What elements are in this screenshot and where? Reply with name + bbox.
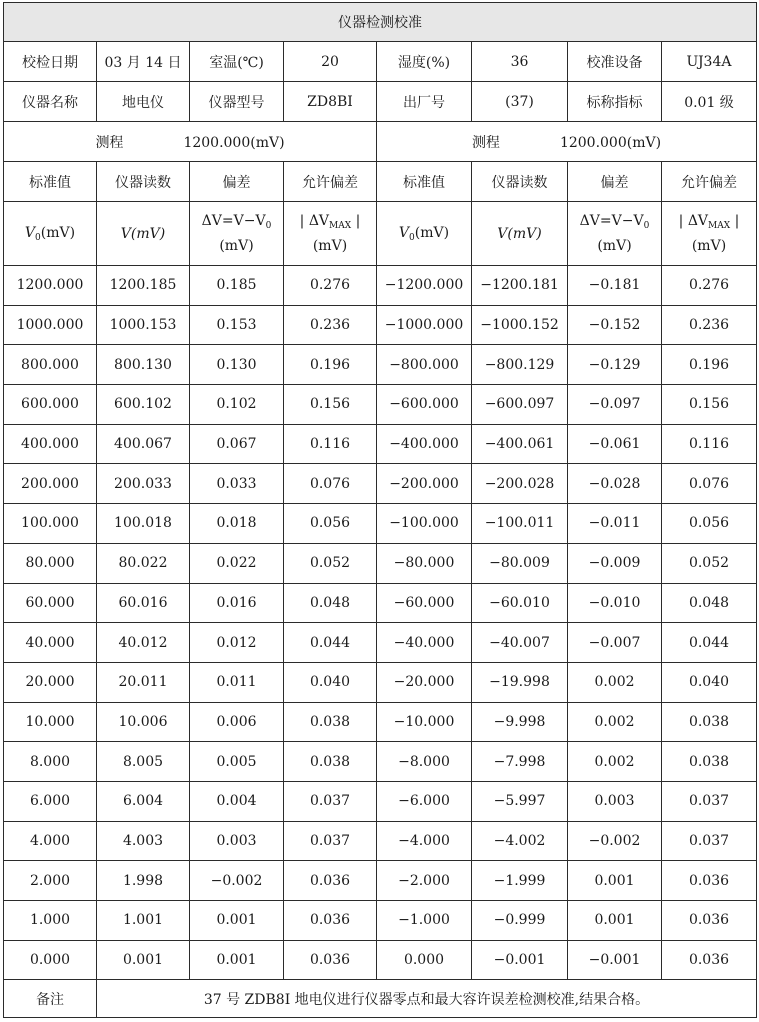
- cell-standard: 100.000: [4, 504, 97, 544]
- cell-deviation-neg: −0.009: [568, 543, 662, 583]
- cell-allowed-neg: 0.116: [662, 424, 757, 464]
- cell-standard-neg: −2.000: [377, 861, 472, 901]
- cell-allowed: 0.048: [284, 583, 377, 623]
- remark-label: 备注: [4, 980, 97, 1018]
- table-row: [4, 464, 757, 504]
- cell-reading-neg: −60.010: [472, 583, 568, 623]
- table-row: [4, 662, 757, 702]
- cell-deviation: −0.002: [190, 861, 284, 901]
- cell-reading: 1000.153: [97, 305, 190, 345]
- cell-deviation: 0.102: [190, 385, 284, 425]
- cell-allowed: 0.036: [284, 861, 377, 901]
- cell-allowed-neg: 0.044: [662, 623, 757, 663]
- table-row: [4, 702, 757, 742]
- cell-deviation-neg: −0.001: [568, 940, 662, 980]
- cell-allowed: 0.076: [284, 464, 377, 504]
- col-header-standard-neg: 标准值: [377, 162, 472, 202]
- cell-reading: 600.102: [97, 385, 190, 425]
- cell-deviation: 0.185: [190, 266, 284, 306]
- value-calibration-date: 03 月 14 日: [97, 42, 190, 82]
- cell-deviation: 0.004: [190, 781, 284, 821]
- label-serial-number: 出厂号: [377, 82, 472, 122]
- table-row: [4, 305, 757, 345]
- cell-standard-neg: −600.000: [377, 385, 472, 425]
- symbol-standard: $V_0(mV)$: [4, 202, 97, 266]
- col-header-standard: 标准值: [4, 162, 97, 202]
- table-title: 仪器检测校准: [4, 3, 757, 42]
- value-calibration-device: UJ34A: [662, 42, 757, 82]
- cell-reading: 80.022: [97, 543, 190, 583]
- cell-standard-neg: 0.000: [377, 940, 472, 980]
- cell-standard-neg: −200.000: [377, 464, 472, 504]
- range-row: [4, 122, 757, 162]
- cell-allowed: 0.040: [284, 662, 377, 702]
- range-right-value: 1200.000(mV): [559, 134, 662, 151]
- cell-standard-neg: −8.000: [377, 742, 472, 782]
- table-row: [4, 742, 757, 782]
- cell-allowed: 0.276: [284, 266, 377, 306]
- cell-deviation-neg: −0.010: [568, 583, 662, 623]
- label-room-temp: 室温(℃): [190, 42, 284, 82]
- value-room-temp: 20: [284, 42, 377, 82]
- cell-deviation: 0.033: [190, 464, 284, 504]
- cell-reading: 1.001: [97, 901, 190, 941]
- table-row: [4, 901, 757, 941]
- cell-deviation: 0.016: [190, 583, 284, 623]
- range-right-label: 测程: [471, 134, 500, 151]
- cell-deviation: 0.005: [190, 742, 284, 782]
- cell-standard: 0.000: [4, 940, 97, 980]
- table-row: [4, 543, 757, 583]
- cell-reading: 1.998: [97, 861, 190, 901]
- cell-reading-neg: −1200.181: [472, 266, 568, 306]
- cell-deviation-neg: −0.002: [568, 821, 662, 861]
- cell-allowed-neg: 0.036: [662, 901, 757, 941]
- cell-standard-neg: −10.000: [377, 702, 472, 742]
- cell-reading-neg: −4.002: [472, 821, 568, 861]
- cell-standard: 600.000: [4, 385, 97, 425]
- cell-standard-neg: −1000.000: [377, 305, 472, 345]
- cell-reading: 0.001: [97, 940, 190, 980]
- cell-standard: 8.000: [4, 742, 97, 782]
- cell-deviation: 0.012: [190, 623, 284, 663]
- symbol-header-row: [4, 202, 757, 266]
- cell-deviation-neg: −0.011: [568, 504, 662, 544]
- cell-standard: 4.000: [4, 821, 97, 861]
- label-nominal-spec: 标称指标: [568, 82, 662, 122]
- cell-allowed-neg: 0.038: [662, 702, 757, 742]
- table-row: [4, 424, 757, 464]
- cell-reading: 60.016: [97, 583, 190, 623]
- cell-deviation-neg: −0.061: [568, 424, 662, 464]
- cell-standard-neg: −6.000: [377, 781, 472, 821]
- cell-allowed-neg: 0.048: [662, 583, 757, 623]
- cell-deviation-neg: 0.002: [568, 702, 662, 742]
- cell-reading-neg: −80.009: [472, 543, 568, 583]
- cell-allowed-neg: 0.196: [662, 345, 757, 385]
- cell-deviation-neg: 0.001: [568, 901, 662, 941]
- info-row-2: [4, 82, 757, 122]
- cell-allowed-neg: 0.052: [662, 543, 757, 583]
- cell-standard-neg: −100.000: [377, 504, 472, 544]
- cell-standard: 800.000: [4, 345, 97, 385]
- table-row: [4, 345, 757, 385]
- cell-reading-neg: −9.998: [472, 702, 568, 742]
- col-header-reading: 仪器读数: [97, 162, 190, 202]
- cell-standard-neg: −1.000: [377, 901, 472, 941]
- cell-deviation-neg: −0.152: [568, 305, 662, 345]
- cell-reading-neg: −0.999: [472, 901, 568, 941]
- cell-standard-neg: −1200.000: [377, 266, 472, 306]
- table-row: [4, 861, 757, 901]
- cell-standard: 40.000: [4, 623, 97, 663]
- cell-allowed-neg: 0.036: [662, 861, 757, 901]
- cell-standard-neg: −800.000: [377, 345, 472, 385]
- label-humidity: 湿度(%): [377, 42, 472, 82]
- range-right: [377, 122, 757, 162]
- symbol-deviation-neg: $\Delta V=V-V_0$ (mV): [568, 202, 662, 266]
- cell-deviation-neg: 0.001: [568, 861, 662, 901]
- cell-allowed: 0.116: [284, 424, 377, 464]
- cell-allowed: 0.036: [284, 940, 377, 980]
- cell-reading: 10.006: [97, 702, 190, 742]
- cell-standard: 60.000: [4, 583, 97, 623]
- cell-reading: 100.018: [97, 504, 190, 544]
- range-left-label: 测程: [95, 134, 124, 151]
- col-header-allowed-neg: 允许偏差: [662, 162, 757, 202]
- value-instrument-name: 地电仪: [97, 82, 190, 122]
- cell-deviation-neg: −0.129: [568, 345, 662, 385]
- cell-allowed-neg: 0.040: [662, 662, 757, 702]
- cell-reading-neg: −100.011: [472, 504, 568, 544]
- cell-allowed-neg: 0.037: [662, 781, 757, 821]
- cell-allowed: 0.236: [284, 305, 377, 345]
- title-row: [4, 3, 757, 42]
- cell-standard: 10.000: [4, 702, 97, 742]
- cell-reading-neg: −7.998: [472, 742, 568, 782]
- cell-reading-neg: −19.998: [472, 662, 568, 702]
- cell-deviation: 0.011: [190, 662, 284, 702]
- cell-deviation-neg: −0.028: [568, 464, 662, 504]
- calibration-document: [3, 2, 757, 1018]
- cell-standard: 200.000: [4, 464, 97, 504]
- value-serial-number: (37): [472, 82, 568, 122]
- cell-reading: 4.003: [97, 821, 190, 861]
- cell-standard-neg: −60.000: [377, 583, 472, 623]
- remark-text: 37 号 ZDB8I 地电仪进行仪器零点和最大容许误差检测校准,结果合格。: [97, 980, 757, 1018]
- cell-deviation: 0.006: [190, 702, 284, 742]
- cell-standard-neg: −4.000: [377, 821, 472, 861]
- remark-row: [4, 980, 757, 1018]
- cell-deviation-neg: 0.002: [568, 742, 662, 782]
- label-calibration-date: 校检日期: [4, 42, 97, 82]
- cell-allowed: 0.037: [284, 781, 377, 821]
- cell-allowed: 0.038: [284, 742, 377, 782]
- cell-standard-neg: −40.000: [377, 623, 472, 663]
- cell-allowed: 0.038: [284, 702, 377, 742]
- cell-deviation: 0.067: [190, 424, 284, 464]
- cell-reading: 8.005: [97, 742, 190, 782]
- symbol-reading-neg: V(mV): [472, 202, 568, 266]
- cell-standard: 1200.000: [4, 266, 97, 306]
- cell-reading: 400.067: [97, 424, 190, 464]
- cell-deviation-neg: −0.181: [568, 266, 662, 306]
- cell-allowed-neg: 0.076: [662, 464, 757, 504]
- cell-reading: 20.011: [97, 662, 190, 702]
- cell-standard: 400.000: [4, 424, 97, 464]
- cell-standard-neg: −80.000: [377, 543, 472, 583]
- value-instrument-model: ZD8BI: [284, 82, 377, 122]
- table-row: [4, 583, 757, 623]
- value-humidity: 36: [472, 42, 568, 82]
- cell-standard: 6.000: [4, 781, 97, 821]
- cell-deviation-neg: −0.097: [568, 385, 662, 425]
- table-row: [4, 504, 757, 544]
- table-row: [4, 385, 757, 425]
- symbol-allowed-neg: | $\Delta V_{MAX}$ | (mV): [662, 202, 757, 266]
- cell-standard: 20.000: [4, 662, 97, 702]
- cell-standard-neg: −20.000: [377, 662, 472, 702]
- label-instrument-model: 仪器型号: [190, 82, 284, 122]
- cell-reading: 6.004: [97, 781, 190, 821]
- cell-reading: 40.012: [97, 623, 190, 663]
- cell-allowed: 0.196: [284, 345, 377, 385]
- info-row-1: [4, 42, 757, 82]
- value-nominal-spec: 0.01 级: [662, 82, 757, 122]
- cell-reading: 200.033: [97, 464, 190, 504]
- symbol-deviation: $\Delta V=V-V_0$ (mV): [190, 202, 284, 266]
- cell-deviation: 0.018: [190, 504, 284, 544]
- cell-allowed: 0.052: [284, 543, 377, 583]
- cell-reading-neg: −40.007: [472, 623, 568, 663]
- table-row: [4, 623, 757, 663]
- label-instrument-name: 仪器名称: [4, 82, 97, 122]
- cell-standard: 2.000: [4, 861, 97, 901]
- cell-reading-neg: −400.061: [472, 424, 568, 464]
- cell-allowed-neg: 0.276: [662, 266, 757, 306]
- cell-deviation: 0.130: [190, 345, 284, 385]
- cell-reading-neg: −800.129: [472, 345, 568, 385]
- range-left-value: 1200.000(mV): [183, 134, 285, 151]
- cell-deviation-neg: 0.003: [568, 781, 662, 821]
- col-header-allowed: 允许偏差: [284, 162, 377, 202]
- cell-allowed: 0.056: [284, 504, 377, 544]
- cell-deviation: 0.003: [190, 821, 284, 861]
- cell-deviation-neg: −0.007: [568, 623, 662, 663]
- column-header-row: [4, 162, 757, 202]
- cell-reading-neg: −1.999: [472, 861, 568, 901]
- symbol-standard-neg: $V_0(mV)$: [377, 202, 472, 266]
- cell-allowed: 0.037: [284, 821, 377, 861]
- cell-reading-neg: −0.001: [472, 940, 568, 980]
- table-row: [4, 266, 757, 306]
- label-calibration-device: 校准设备: [568, 42, 662, 82]
- cell-standard: 1000.000: [4, 305, 97, 345]
- col-header-reading-neg: 仪器读数: [472, 162, 568, 202]
- cell-reading: 800.130: [97, 345, 190, 385]
- cell-allowed: 0.036: [284, 901, 377, 941]
- cell-allowed: 0.156: [284, 385, 377, 425]
- cell-deviation: 0.001: [190, 940, 284, 980]
- cell-deviation: 0.001: [190, 901, 284, 941]
- cell-deviation: 0.153: [190, 305, 284, 345]
- cell-allowed-neg: 0.156: [662, 385, 757, 425]
- range-left: [4, 122, 377, 162]
- cell-reading-neg: −5.997: [472, 781, 568, 821]
- cell-standard: 1.000: [4, 901, 97, 941]
- cell-allowed-neg: 0.236: [662, 305, 757, 345]
- cell-standard: 80.000: [4, 543, 97, 583]
- col-header-deviation: 偏差: [190, 162, 284, 202]
- cell-allowed-neg: 0.036: [662, 940, 757, 980]
- col-header-deviation-neg: 偏差: [568, 162, 662, 202]
- cell-allowed-neg: 0.038: [662, 742, 757, 782]
- table-row: [4, 940, 757, 980]
- cell-deviation: 0.022: [190, 543, 284, 583]
- symbol-allowed: | $\Delta V_{MAX}$ | (mV): [284, 202, 377, 266]
- cell-reading-neg: −200.028: [472, 464, 568, 504]
- cell-reading-neg: −1000.152: [472, 305, 568, 345]
- table-row: [4, 821, 757, 861]
- cell-standard-neg: −400.000: [377, 424, 472, 464]
- cell-reading: 1200.185: [97, 266, 190, 306]
- cell-reading-neg: −600.097: [472, 385, 568, 425]
- cell-deviation-neg: 0.002: [568, 662, 662, 702]
- symbol-reading: V(mV): [97, 202, 190, 266]
- table-row: [4, 781, 757, 821]
- cell-allowed: 0.044: [284, 623, 377, 663]
- calibration-table: [3, 2, 757, 1018]
- cell-allowed-neg: 0.037: [662, 821, 757, 861]
- cell-allowed-neg: 0.056: [662, 504, 757, 544]
